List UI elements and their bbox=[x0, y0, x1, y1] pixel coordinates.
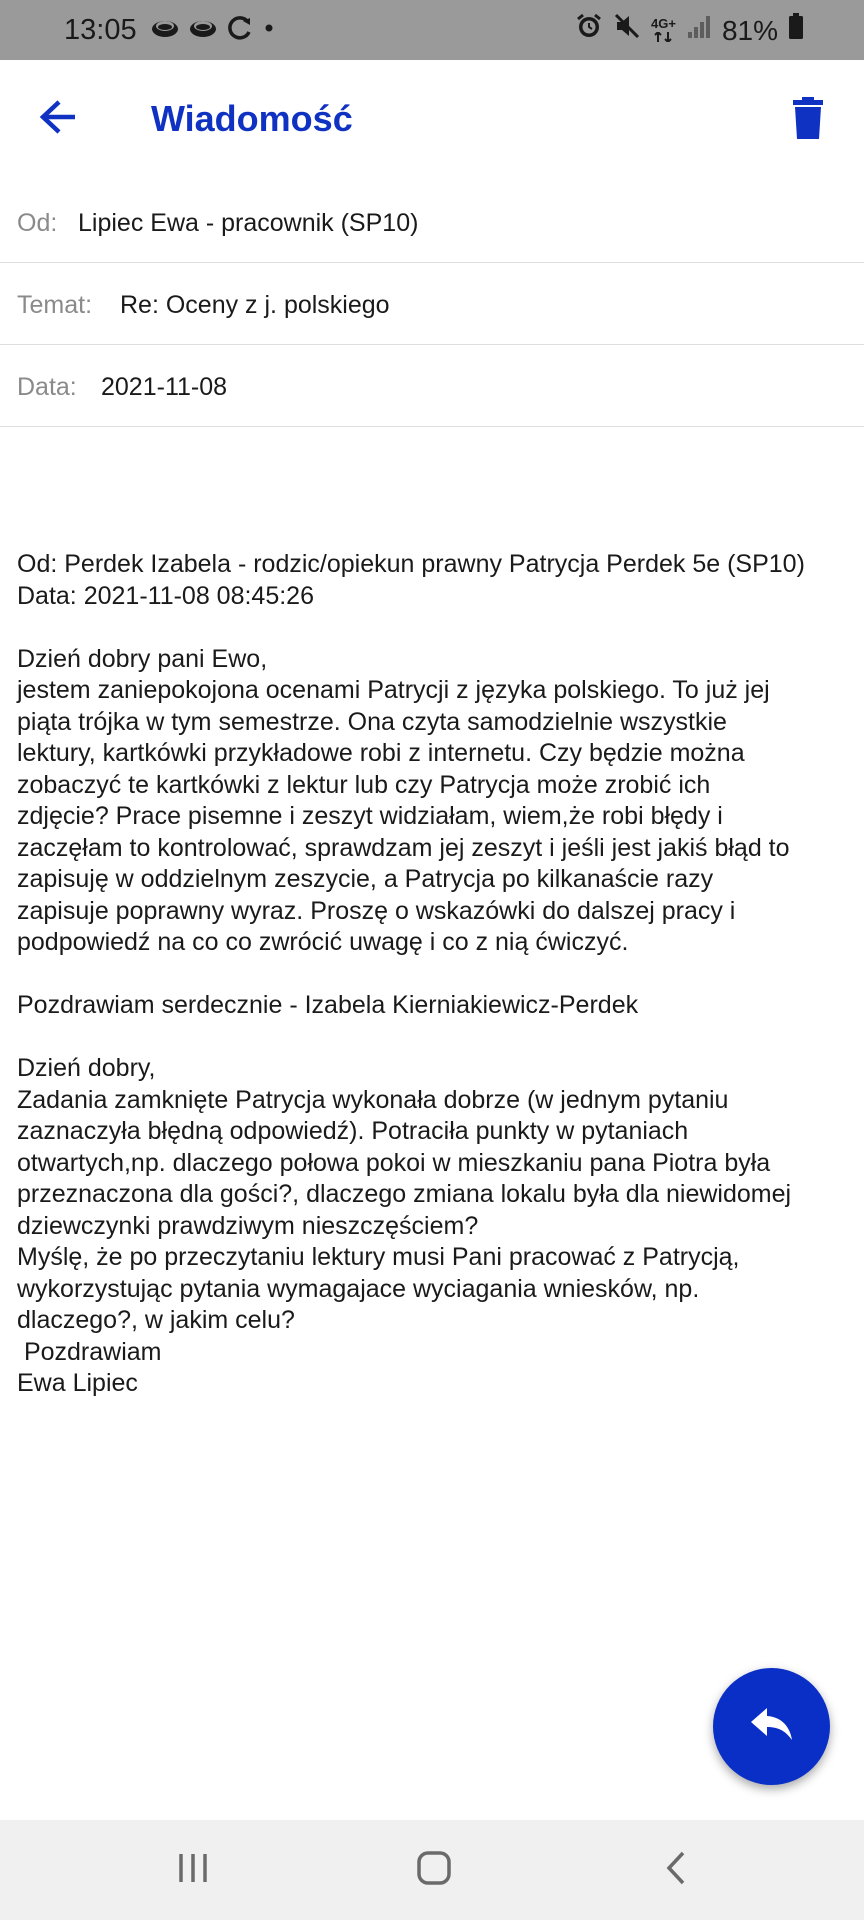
message-subject-row bbox=[0, 264, 864, 345]
trash-icon bbox=[793, 97, 823, 144]
battery-icon bbox=[788, 12, 804, 49]
back-nav-button[interactable] bbox=[646, 1844, 706, 1896]
page-title: Wiadomość bbox=[151, 98, 353, 139]
message-date-row bbox=[0, 346, 864, 427]
home-button[interactable] bbox=[404, 1844, 464, 1896]
status-time: 13:05 bbox=[64, 14, 137, 46]
date-label: Data: bbox=[17, 373, 77, 401]
mute-icon bbox=[613, 12, 641, 49]
delete-button[interactable] bbox=[780, 92, 836, 148]
network-icon bbox=[651, 17, 676, 45]
message-from-row bbox=[0, 182, 864, 263]
reply-button[interactable] bbox=[713, 1668, 830, 1785]
status-bar bbox=[0, 0, 864, 60]
home-icon bbox=[416, 1850, 452, 1891]
subject-label: Temat: bbox=[17, 291, 93, 319]
app-bar bbox=[0, 60, 864, 180]
system-nav-bar bbox=[0, 1820, 864, 1920]
dot-icon bbox=[262, 21, 276, 40]
cloud-icon bbox=[150, 16, 180, 45]
arrow-left-icon bbox=[39, 99, 79, 140]
subject-value: Re: Oceny z j. polskiego bbox=[120, 291, 390, 319]
status-right bbox=[575, 12, 804, 49]
from-value: Lipiec Ewa - pracownik (SP10) bbox=[78, 209, 419, 237]
back-icon bbox=[664, 1850, 688, 1891]
message-body: Od: Perdek Izabela - rodzic/opiekun prawny Patrycja Perdek 5e (SP10) Data: 2021-11-08 08:45:26 Dzień dobry pani Ewo, jestem zaniepokojona ocenami Patrycji z języka polskiego. To już jej piąta trójka w tym semestrze. Ona czyta samodzielnie wszystkie lektury, kartkówki przykładowe robi z internetu. Czy będzie można zobaczyć te kartkówki z lektur lub czy Patrycja może zrobić ich zdjęcie? Prace pisemne i zeszyt widziałam, wiem,że robi błędy i zaczęłam to kontrolować, sprawdzam jej zeszyt i jeśli jest jakiś błąd to zapisuję w oddzielnym zeszycie, a Patrycja po kilkanaście razy zapisuje poprawny wyraz. Proszę o wskazówki do dalszej pracy i podpowiedź na co co zwrócić uwagę i co z nią ćwiczyć. Pozdrawiam serdecznie - Izabela Kierniakiewicz-Perdek Dzień dobry, Zadania zamknięte Patrycja wykonała dobrze (w jednym pytaniu zaznaczyła błędną odpowiedź). Potraciła punkty w pytaniach otwartych,np. dlaczego połowa pokoi w mieszkaniu pana Piotra była przeznaczona dla gości?, dlaczego zmiana lokalu była dla niewidomej dziewczynki prawdziwym nieszczęściem? Myślę, że po przeczytaniu lektury musi Pani pracować z Patrycją, wykorzystując pytania wymagajace wyciagania wniesków, np. dlaczego?, w jakim celu? Pozdrawiam Ewa Lipiec bbox=[17, 550, 805, 1397]
sync-icon bbox=[226, 14, 254, 47]
back-button[interactable] bbox=[30, 90, 88, 148]
cloud-icon bbox=[188, 16, 218, 45]
recents-button[interactable] bbox=[163, 1844, 223, 1896]
status-left-icons bbox=[150, 14, 276, 47]
network-label: 4G+ bbox=[651, 15, 676, 31]
from-label: Od: bbox=[17, 209, 58, 237]
recents-icon bbox=[176, 1851, 210, 1890]
signal-icon bbox=[686, 13, 712, 49]
reply-icon bbox=[749, 1706, 795, 1747]
battery-label: 81% bbox=[721, 14, 778, 46]
alarm-icon bbox=[575, 12, 603, 49]
date-value: 2021-11-08 bbox=[101, 373, 228, 401]
